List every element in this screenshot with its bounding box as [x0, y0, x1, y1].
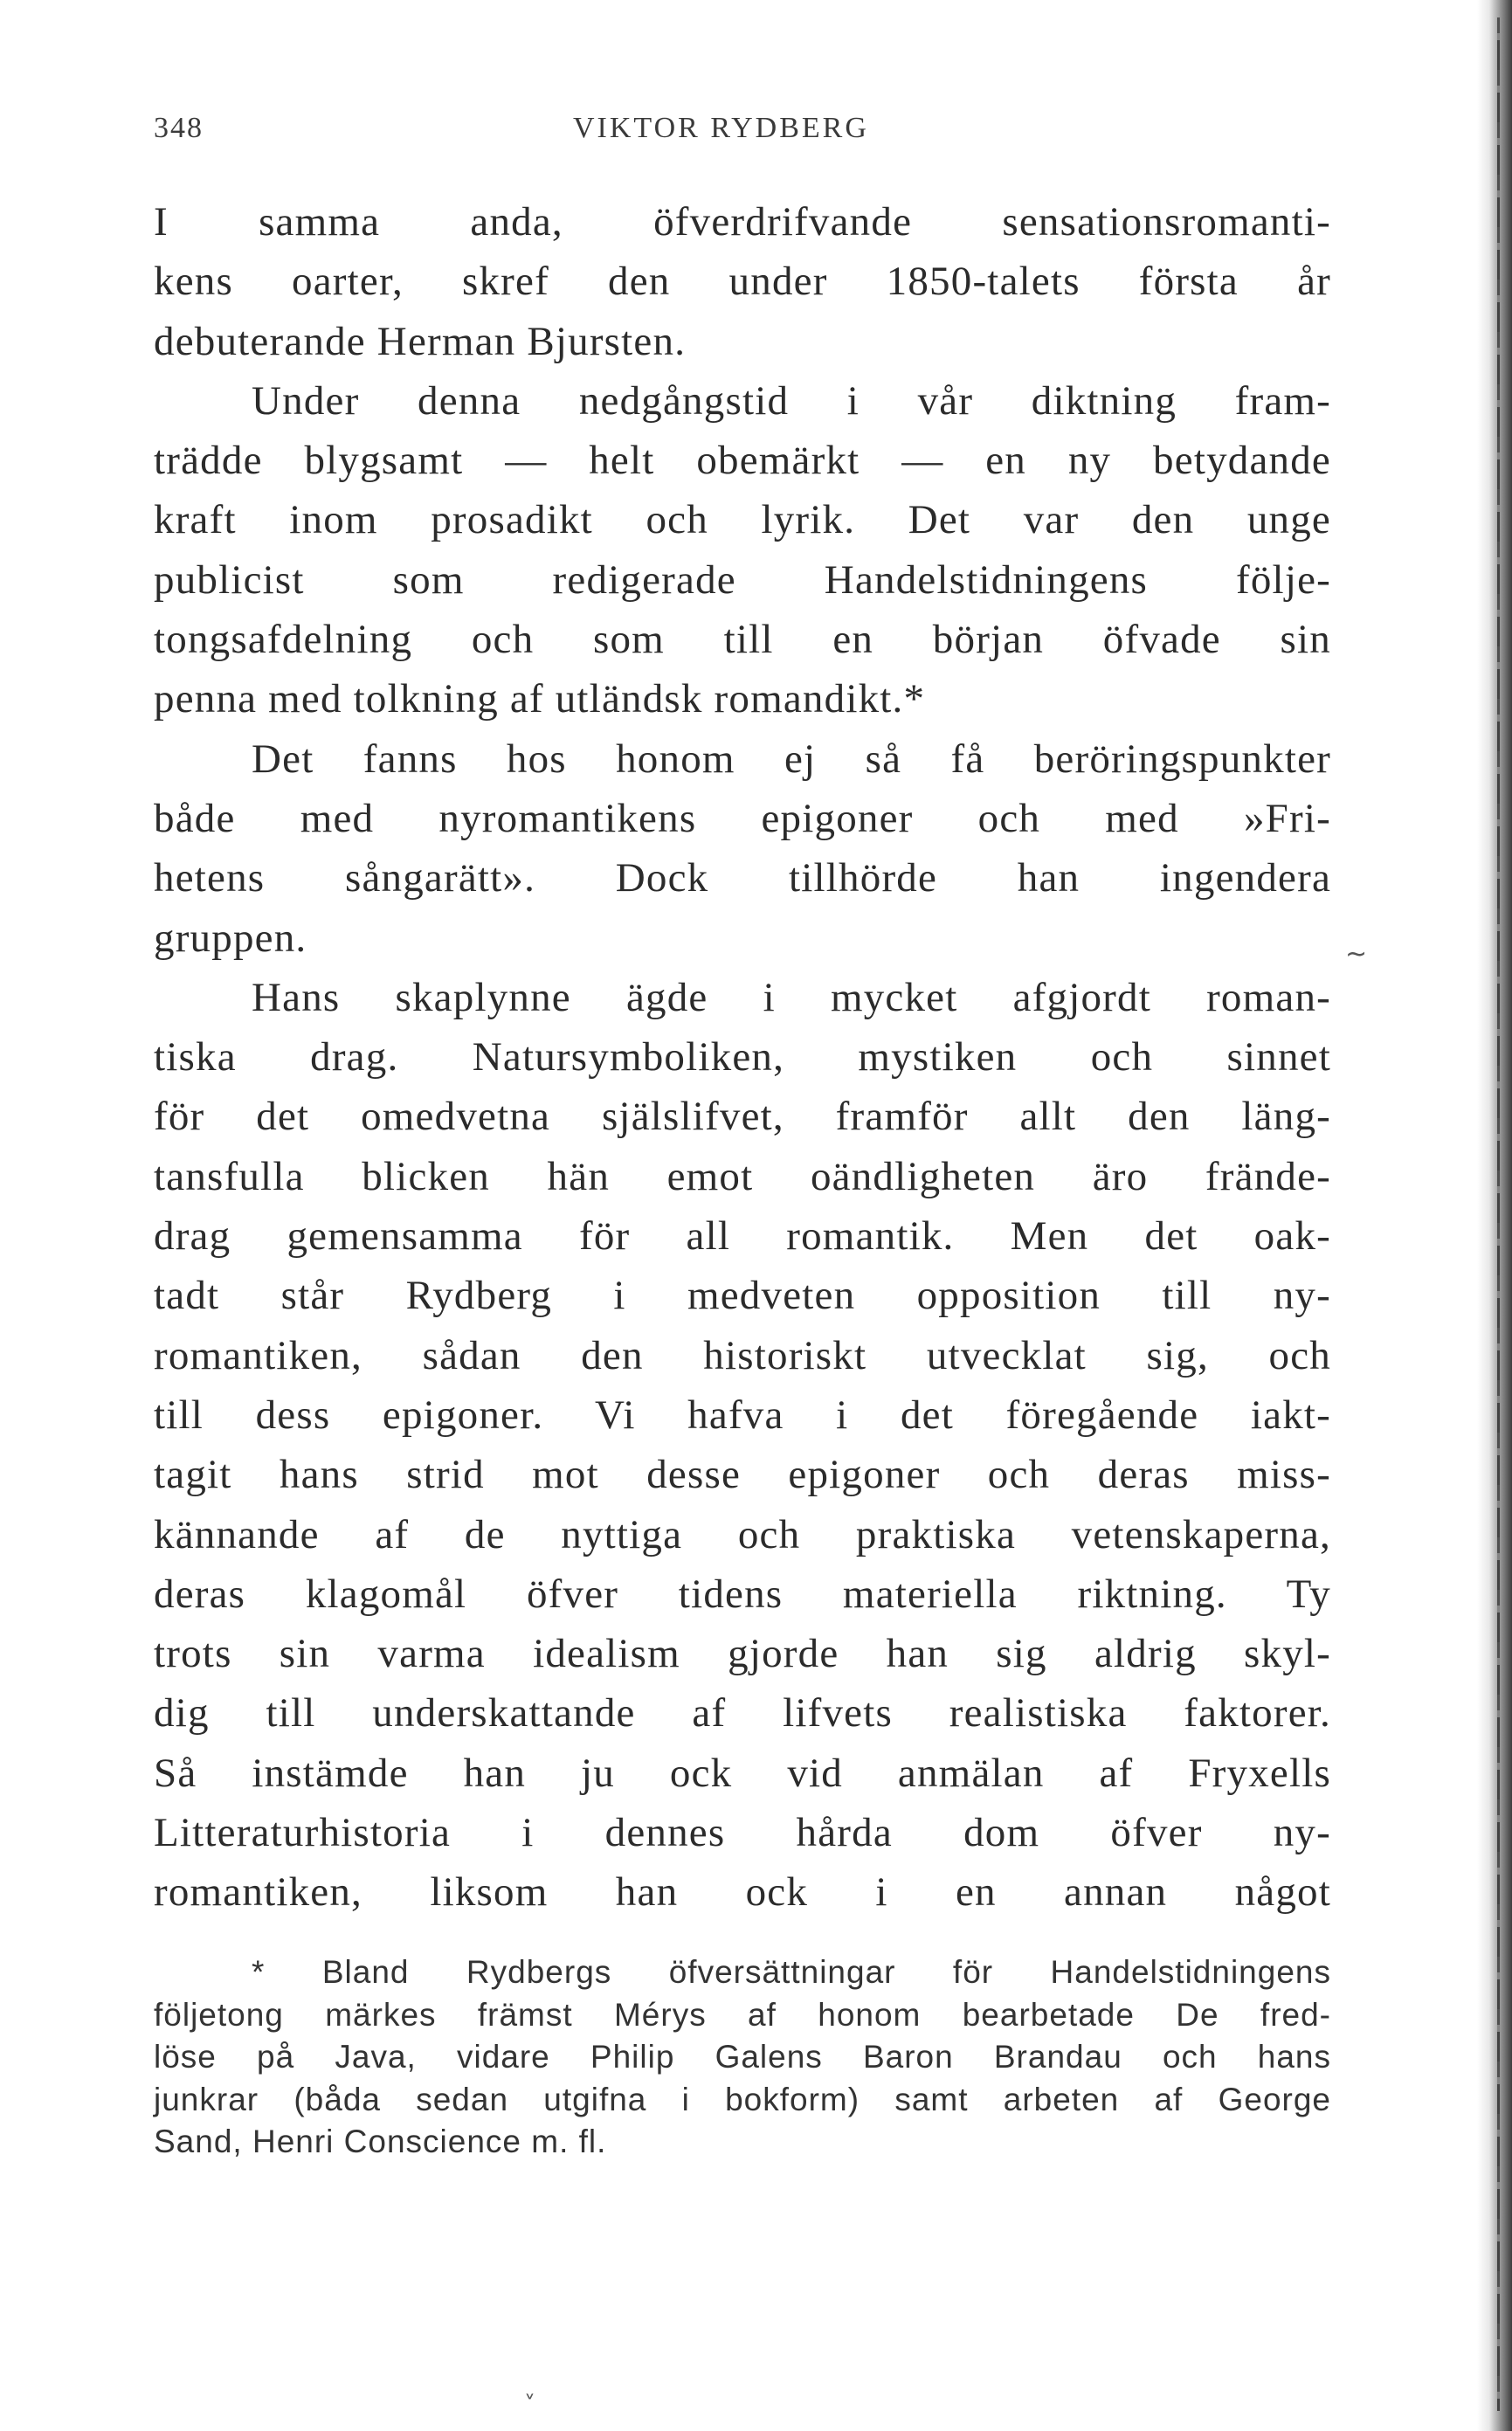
footnote-line: junkrar (båda sedan utgifna i bokform) samt arbeten af George: [154, 2081, 1331, 2117]
footnote-line: * Bland Rydbergs öfversättningar för Handelstidningens: [252, 1954, 1331, 1990]
footnote-line: löse på Java, vidare Philip Galens Baron Brandau och hans: [154, 2039, 1331, 2075]
text-line: för det omedvetna själslifvet, framför allt den läng-: [154, 1094, 1331, 1140]
text-line: dig till underskattande af lifvets realistiska faktorer.: [154, 1690, 1331, 1737]
text-line: tiska drag. Natursymboliken, mystiken och sinnet: [154, 1034, 1331, 1081]
text-line: deras klagomål öfver tidens materiella riktning. Ty: [154, 1571, 1331, 1617]
footnote: [154, 1951, 1331, 2164]
text-line: tagit hans strid mot desse epigoner och deras miss-: [154, 1452, 1331, 1498]
footnote-line: följetong märkes främst Mérys af honom bearbetade De fred-: [154, 1996, 1331, 2033]
stray-mark: ˅: [524, 2392, 535, 2418]
text-line: tadt står Rydberg i medveten opposition till ny-: [154, 1273, 1331, 1319]
margin-mark: ~: [1345, 939, 1368, 970]
text-line: Hans skaplynne ägde i mycket afgjordt roman-: [252, 974, 1331, 1020]
body-text: [154, 192, 1331, 1923]
text-line: tansfulla blicken hän emot oändligheten äro frände-: [154, 1153, 1331, 1199]
page-header: [154, 112, 1342, 155]
text-line: Det fanns hos honom ej så få beröringspunkter: [252, 736, 1331, 782]
text-line: trots sin varma idealism gjorde han sig aldrig skyl-: [154, 1631, 1331, 1677]
running-head: VIKTOR RYDBERG: [573, 112, 869, 144]
text-line: både med nyromantikens epigoner och med »Fri-: [154, 795, 1331, 841]
text-line: romantiken, liksom han ock i en annan något: [154, 1869, 1331, 1916]
binding-edge: [1497, 17, 1500, 2411]
text-line: Så instämde han ju ock vid anmälan af Fryxells: [154, 1750, 1331, 1796]
text-line: debuterande Herman Bjursten.: [154, 318, 687, 364]
text-line: drag gemensamma för all romantik. Men det oak-: [154, 1213, 1331, 1260]
text-line: Litteraturhistoria i dennes hårda dom öfver ny-: [154, 1810, 1331, 1856]
footnote-line: Sand, Henri Conscience m. fl.: [154, 2124, 607, 2159]
text-line: romantiken, sådan den historiskt utvecklat sig, och: [154, 1332, 1331, 1378]
text-line: trädde blygsamt — helt obemärkt — en ny betydande: [154, 438, 1331, 484]
text-line: hetens sångarätt». Dock tillhörde han ingendera: [154, 855, 1331, 901]
text-line: Under denna nedgångstid i vår diktning fram-: [252, 377, 1331, 424]
page-number: 348: [154, 112, 204, 144]
text-line: kraft inom prosadikt och lyrik. Det var den unge: [154, 497, 1331, 543]
text-line: penna med tolkning af utländsk romandikt.*: [154, 676, 926, 722]
text-line: kens oarter, skref den under 1850-talets första år: [154, 259, 1331, 305]
text-line: kännande af de nyttiga och praktiska vetenskaperna,: [154, 1511, 1331, 1557]
text-line: till dess epigoner. Vi hafva i det föregående iakt-: [154, 1392, 1331, 1438]
text-line: tongsafdelning och som till en början öfvade sin: [154, 617, 1331, 663]
page-edge-shadow: [1477, 0, 1512, 2431]
text-line: publicist som redigerade Handelstidningens följe-: [154, 556, 1331, 603]
text-line: I samma anda, öfverdrifvande sensationsromanti-: [154, 199, 1331, 245]
text-line: gruppen.: [154, 915, 307, 961]
